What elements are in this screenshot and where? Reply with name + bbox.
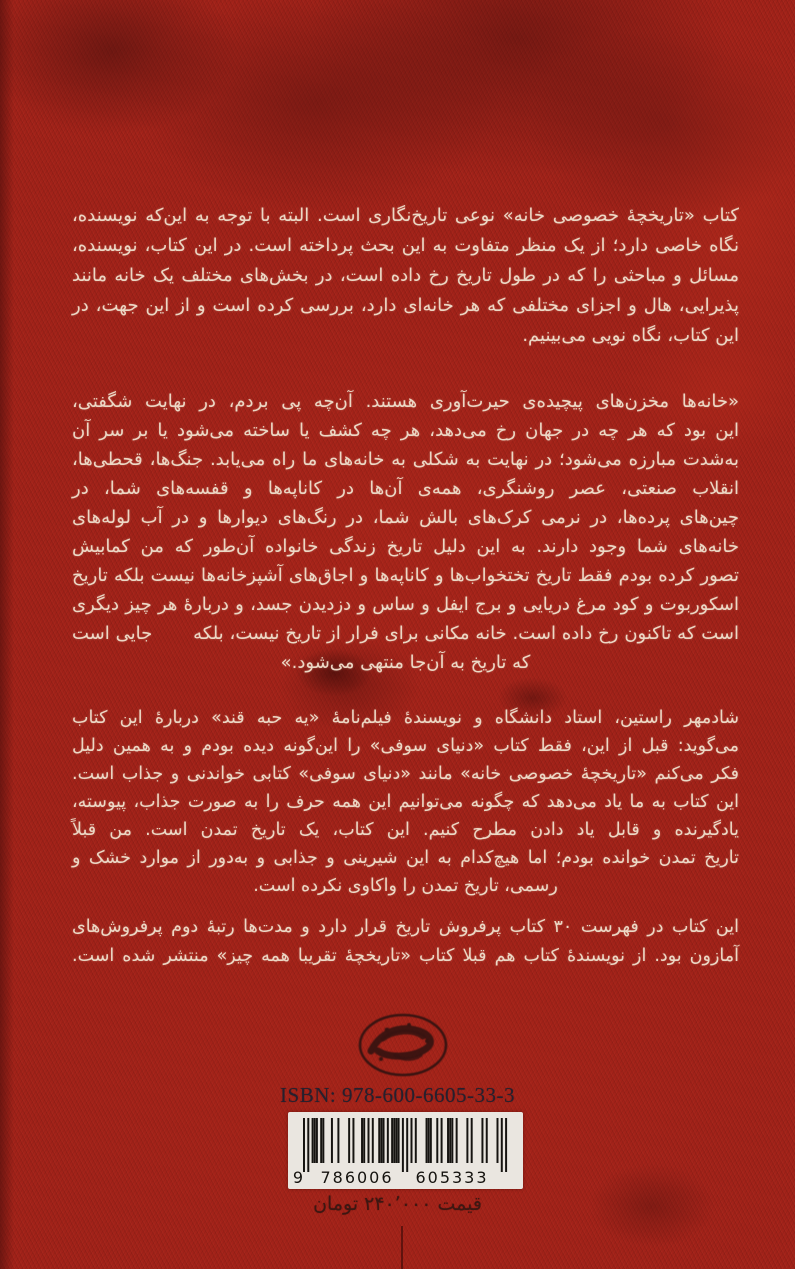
text-line: کتاب «تاریخچهٔ خصوصی خانه» نوعی تاریخ‌نگاری است. البته با توجه به این‌که نویسنده، (72, 205, 739, 226)
barcode-digit-left: 9 (292, 1168, 304, 1187)
text-line: چین‌های پرده‌ها، در نرمی کرک‌های بالش شما، در رنگ‌های دیوارها و در آب لوله‌های (72, 507, 739, 528)
text-line: است که تاکنون رخ داده است. خانه مکانی برای فرار از تاریخ نیست، بلکه جایی است (72, 623, 739, 644)
text-line: پذیرایی، هال و اجزای مختلفی که هر خانه‌ای دارد، بررسی کرده است و از این جهت، در (72, 295, 739, 316)
text-line: انقلاب صنعتی، عصر روشنگری، همه‌ی آن‌ها در کاناپه‌ها و قفسه‌های شما، در (72, 478, 739, 499)
text-line: می‌گوید: قبل از این، فقط کتاب «دنیای سوفی» را این‌گونه دیده بودم و به همین دلیل (72, 736, 739, 756)
text-line: شادمهر راستین، استاد دانشگاه و نویسندهٔ فیلم‌نامهٔ «یه حبه قند» دربارهٔ این کتاب (72, 708, 739, 728)
text-line: اسکوربوت و کود مرغ دریایی و برج ایفل و ساس و دزدیدن جسد، و دربارهٔ هر چیز دیگری (72, 594, 739, 615)
quote-paragraph (72, 387, 739, 677)
publisher-seal-icon (357, 1011, 449, 1079)
spine-tick-mark (401, 1226, 403, 1269)
text-line: به‌شدت مبارزه می‌شود؛ در نهایت به شکلی به خانه‌های ما راه می‌یابد. جنگ‌ها، قحطی‌ها، (72, 449, 739, 470)
barcode (288, 1112, 523, 1189)
critic-paragraph (72, 704, 739, 900)
text-line: این بود که هر چه در جهان رخ می‌دهد، هر چه کشف یا ساخته می‌شود یا بر سر آن (72, 420, 739, 441)
barcode-digits-right: 605333 (415, 1168, 489, 1187)
text-line: این کتاب، نگاه نویی می‌بینیم. (522, 325, 739, 346)
text-line: «خانه‌ها مخزن‌های پیچیده‌ی حیرت‌آوری هستند. آن‌چه پی بردم، در نهایت شگفتی، (72, 391, 739, 412)
text-line: خانه‌های شما وجود دارند. به این دلیل تاریخ زندگی خانواده آن‌طور که من کمابیش (72, 536, 739, 557)
text-line: تصور کرده بودم فقط تاریخ تختخواب‌ها و کاناپه‌ها و اجاق‌های آشپزخانه‌ها نیست بلکه تاریخ (72, 565, 739, 586)
text-line: یادگیرنده و قابل یاد دادن مطرح کنیم. این کتاب، یک تاریخ تمدن است. من قبلاً (72, 820, 739, 840)
text-block (72, 0, 739, 971)
barcode-digits-mid: 786006 (320, 1168, 394, 1187)
text-line: این کتاب به ما یاد می‌دهد که چگونه می‌توانیم این همه حرف را به صورت جذاب، پیوسته، (72, 792, 739, 812)
text-line: تاریخ تمدن خوانده بودم؛ اما هیچ‌کدام به این شیرینی و جذابی و به‌دور از موارد خشک و (72, 848, 739, 868)
text-line: این کتاب در فهرست ۳۰ کتاب پرفروش تاریخ قرار دارد و مدت‌ها رتبهٔ دوم پرفروش‌های (72, 917, 739, 937)
text-line: فکر می‌کنم «تاریخچهٔ خصوصی خانه» مانند «دنیای سوفی» کتابی خواندنی و جذاب است. (72, 764, 739, 784)
text-line: مسائل و مباحثی را که در طول تاریخ رخ داده است، در بخش‌های مختلف یک خانه مانند (72, 265, 739, 286)
bestseller-paragraph (72, 913, 739, 971)
review-paragraph (72, 201, 739, 351)
text-line: رسمی، تاریخ تمدن را واکاوی نکرده است. (253, 876, 558, 896)
text-line: آمازون بود. از نویسندهٔ کتاب هم قبلا کتاب «تاریخچهٔ تقریبا همه چیز» منتشر شده است. (72, 946, 739, 966)
price-text: قیمت ۲۴۰٬۰۰۰ تومان (313, 1193, 482, 1215)
isbn-text: ISBN: 978-600-6605-33-3 (280, 1083, 515, 1107)
text-line: که تاریخ به آن‌جا منتهی می‌شود.» (280, 652, 531, 673)
text-line: نگاه خاصی دارد؛ از یک منظر متفاوت به این بحث پرداخته است. در این کتاب، نویسنده، (72, 235, 739, 256)
